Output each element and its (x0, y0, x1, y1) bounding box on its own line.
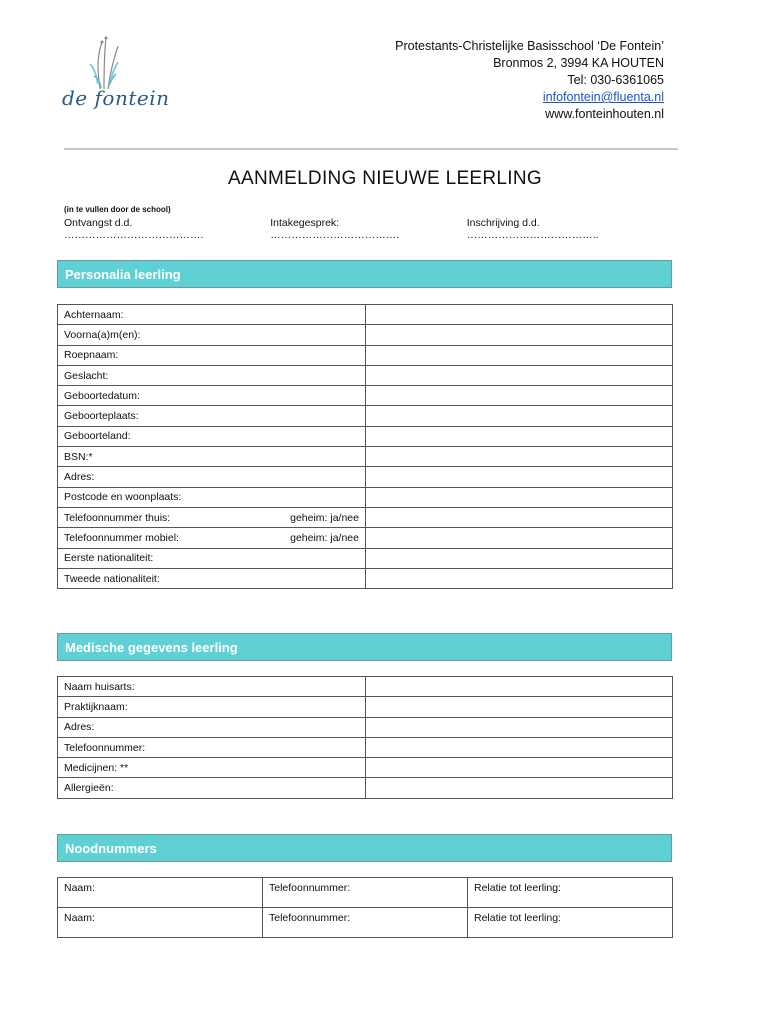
field-input-cell[interactable] (366, 305, 673, 325)
field-input-cell[interactable] (366, 447, 673, 467)
field-label (58, 568, 366, 588)
field-input-cell[interactable] (366, 386, 673, 406)
page-title: AANMELDING NIEUWE LEERLING (228, 168, 542, 189)
emergency-table (57, 877, 673, 938)
form-row (58, 406, 673, 426)
field-label (58, 365, 366, 385)
form-row (58, 548, 673, 568)
section-heading-emergency: Noodnummers (57, 834, 672, 862)
field-input-cell[interactable] (366, 778, 673, 798)
fountain-icon (60, 34, 170, 94)
personalia-table (57, 304, 673, 589)
intake-registration: Inschrijving d.d. ……………………………….. (466, 217, 599, 241)
field-input-cell[interactable] (366, 365, 673, 385)
emergency-row (58, 908, 673, 938)
field-label (58, 717, 366, 737)
field-label (58, 386, 366, 406)
secret-option: geheim: ja/nee (290, 511, 359, 524)
field-label-text: Allergieën: (64, 782, 114, 795)
form-row (58, 325, 673, 345)
field-input-cell[interactable] (366, 758, 673, 778)
field-input-cell[interactable] (366, 697, 673, 717)
field-label-text: Roepnaam: (64, 349, 119, 362)
emergency-name-cell[interactable]: Naam: (58, 908, 263, 938)
field-input-cell[interactable] (366, 528, 673, 548)
field-label-text: Telefoonnummer thuis: (64, 511, 171, 524)
field-label (58, 677, 366, 697)
field-label-text: Postcode en woonplaats: (64, 491, 182, 504)
emergency-phone-cell[interactable]: Telefoonnummer: (263, 878, 468, 908)
field-label-text: Eerste nationaliteit: (64, 552, 154, 565)
field-label (58, 507, 366, 527)
form-row (58, 386, 673, 406)
form-row (58, 305, 673, 325)
emergency-relation-cell[interactable]: Relatie tot leerling: (468, 908, 673, 938)
field-label (58, 406, 366, 426)
field-label-text: Geboortedatum: (64, 389, 140, 402)
field-label-text: Telefoonnummer: (64, 741, 146, 754)
form-row (58, 528, 673, 548)
field-label-text: Geboorteland: (64, 430, 131, 443)
field-input-cell[interactable] (366, 426, 673, 446)
field-label-text: Adres: (64, 721, 95, 734)
field-label (58, 467, 366, 487)
field-label-text: Geboorteplaats: (64, 410, 139, 423)
form-row (58, 697, 673, 717)
medical-table (57, 676, 673, 799)
intake-interview: Intakegesprek: ………………………………. (270, 217, 400, 241)
field-label-text: Geslacht: (64, 369, 109, 382)
emergency-relation-cell[interactable]: Relatie tot leerling: (468, 878, 673, 908)
form-row (58, 365, 673, 385)
field-input-cell[interactable] (366, 677, 673, 697)
field-label (58, 426, 366, 446)
secret-option: geheim: ja/nee (290, 531, 359, 544)
field-input-cell[interactable] (366, 487, 673, 507)
field-input-cell[interactable] (366, 568, 673, 588)
form-row (58, 426, 673, 446)
field-input-cell[interactable] (366, 345, 673, 365)
field-input-cell[interactable] (366, 467, 673, 487)
form-row (58, 677, 673, 697)
field-label-text: BSN:* (64, 450, 93, 463)
school-address-block (395, 38, 664, 123)
emergency-phone-cell[interactable]: Telefoonnummer: (263, 908, 468, 938)
field-label (58, 345, 366, 365)
field-input-cell[interactable] (366, 737, 673, 757)
field-label (58, 325, 366, 345)
field-input-cell[interactable] (366, 548, 673, 568)
intake-line (64, 217, 670, 241)
field-label (58, 758, 366, 778)
field-label (58, 548, 366, 568)
field-label (58, 447, 366, 467)
field-input-cell[interactable] (366, 717, 673, 737)
field-label (58, 737, 366, 757)
field-label (58, 697, 366, 717)
field-label-text: Achternaam: (64, 308, 124, 321)
field-input-cell[interactable] (366, 325, 673, 345)
section-heading-personalia: Personalia leerling (57, 260, 672, 288)
form-row (58, 568, 673, 588)
field-label-text: Adres: (64, 471, 95, 484)
field-label-text: Tweede nationaliteit: (64, 572, 160, 585)
form-row (58, 778, 673, 798)
field-label (58, 528, 366, 548)
form-row (58, 447, 673, 467)
field-input-cell[interactable] (366, 507, 673, 527)
school-email-link[interactable]: infofontein@fluenta.nl (542, 90, 664, 104)
school-note: (in te vullen door de school) (64, 205, 171, 214)
field-label-text: Telefoonnummer mobiel: (64, 531, 179, 544)
emergency-row (58, 878, 673, 908)
field-label-text: Naam huisarts: (64, 680, 135, 693)
form-row (58, 507, 673, 527)
field-label-text: Medicijnen: ** (64, 761, 129, 774)
field-label-text: Praktijknaam: (64, 700, 128, 713)
field-label (58, 778, 366, 798)
school-logo (60, 34, 170, 116)
field-label-text: Voorna(a)m(en): (64, 328, 141, 341)
logo-text: de fontein (62, 86, 170, 110)
intake-received: Ontvangst d.d. …………………………………. (64, 217, 204, 241)
section-heading-medical: Medische gegevens leerling (57, 633, 672, 661)
school-name: Protestants-Christelijke Basisschool ‘De Fontein’ (395, 39, 664, 53)
school-website: www.fonteinhouten.nl (545, 107, 664, 121)
form-row (58, 717, 673, 737)
field-label (58, 487, 366, 507)
form-row (58, 737, 673, 757)
school-phone: Tel: 030-6361065 (567, 73, 664, 87)
emergency-name-cell[interactable]: Naam: (58, 878, 263, 908)
form-row (58, 467, 673, 487)
header-divider (64, 148, 678, 150)
form-row (58, 487, 673, 507)
form-row (58, 345, 673, 365)
school-street: Bronmos 2, 3994 KA HOUTEN (493, 56, 664, 70)
field-input-cell[interactable] (366, 406, 673, 426)
form-row (58, 758, 673, 778)
field-label (58, 305, 366, 325)
